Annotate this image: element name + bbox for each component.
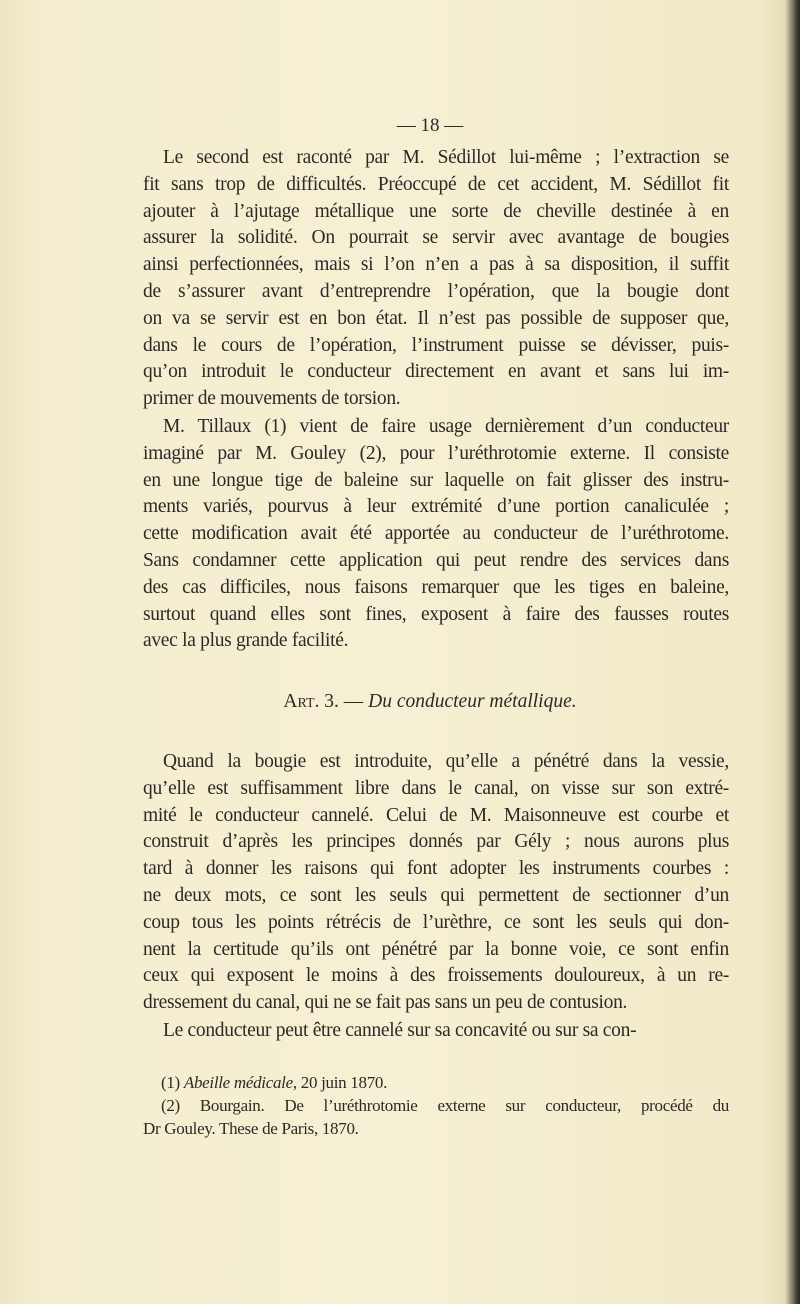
- text-line: imaginé par M. Gouley (2), pour l’uréthrotomie externe. Il consiste: [143, 442, 729, 464]
- text-line: dans le cours de l’opération, l’instrument puisse se dévisser, puis-: [143, 334, 729, 356]
- text-line: dressement du canal, qui ne se fait pas sans un peu de contusion.: [143, 992, 628, 1014]
- paragraph-3: [143, 749, 729, 1017]
- heading-dash: —: [338, 691, 369, 712]
- text-line: primer de mouvements de torsion.: [143, 388, 401, 410]
- footnote-number: (2): [161, 1096, 200, 1115]
- text-line: ainsi perfectionnées, mais si l’on n’en a pas à sa disposition, il suffit: [143, 254, 729, 276]
- text-line: fit sans trop de difficultés. Préoccupé de cet accident, M. Sédillot fit: [143, 173, 729, 195]
- text-line: cette modification avait été apportée au conducteur de l’uréthrotome.: [143, 523, 729, 545]
- text-line: avec la plus grande facilité.: [143, 630, 349, 652]
- text-line: ceux qui exposent le moins à des froissements douloureux, à un re-: [143, 965, 729, 987]
- text-line: des cas difficiles, nous faisons remarquer que les tiges en baleine,: [143, 576, 729, 598]
- text-line: on va se servir est en bon état. Il n’est pas possible de supposer que,: [143, 307, 729, 329]
- page-number: — 18 —: [396, 115, 464, 136]
- footnote-number: (1): [161, 1073, 184, 1092]
- text-line: ajouter à l’ajutage métallique une sorte de cheville destinée à en: [143, 200, 729, 222]
- footnote-text: Bourgain. De l’uréthrotomie externe sur conducteur, procédé du: [199, 1096, 730, 1115]
- text-line: nent la certitude qu’ils ont pénétré par la bonne voie, ce sont enfin: [143, 938, 729, 960]
- text-line: coup tous les points rétrécis de l’urèthre, ce sont les seuls qui don-: [143, 911, 729, 933]
- text-line: construit d’après les principes donnés par Gély ; nous aurons plus: [143, 831, 729, 853]
- text-line: Sans condamner cette application qui peut rendre des services dans: [143, 549, 729, 571]
- text-line: en une longue tige de baleine sur laquelle on fait glisser des instru-: [143, 469, 729, 491]
- text-line: ments variés, pourvus à leur extrémité d’une portion canaliculée ;: [143, 496, 729, 518]
- text-line: de s’assurer avant d’entreprendre l’opération, que la bougie dont: [143, 280, 729, 302]
- footnote-1: [143, 1071, 729, 1094]
- text-line: assurer la solidité. On pourrait se servir avec avantage de bougies: [143, 227, 729, 249]
- footnote-2-continued: [143, 1117, 729, 1140]
- section-heading: [0, 689, 800, 715]
- text-line: mité le conducteur cannelé. Celui de M. Maisonneuve est courbe et: [143, 804, 729, 826]
- text-line: tard à donner les raisons qui font adopter les instruments courbes :: [143, 858, 729, 880]
- paragraph-2: [143, 414, 729, 655]
- text-line: qu’elle est suffisamment libre dans le canal, on visse sur son extré-: [143, 777, 729, 799]
- footnote-text: , 20 juin 1870.: [292, 1073, 388, 1092]
- footnotes: [143, 1071, 729, 1140]
- text-line: M. Tillaux (1) vient de faire usage dernièrement d’un conducteur: [163, 416, 729, 437]
- heading-title: Du conducteur métallique.: [368, 691, 577, 712]
- text-line: surtout quand elles sont fines, exposent à faire des fausses routes: [143, 603, 729, 625]
- text-line: Le conducteur peut être cannelé sur sa concavité ou sur sa con-: [163, 1020, 637, 1041]
- paragraph-4: [143, 1018, 729, 1045]
- heading-article: Art. 3.: [283, 691, 339, 712]
- footnote-source: Abeille médicale: [183, 1073, 293, 1092]
- text-line: qu’on introduit le conducteur directement en avant et sans lui im-: [143, 361, 729, 383]
- footnote-text: Dr Gouley. These de Paris, 1870.: [143, 1119, 359, 1138]
- footnote-2: [143, 1094, 729, 1117]
- paragraph-1: [143, 145, 729, 413]
- text-line: ne deux mots, ce sont les seuls qui permettent de sectionner d’un: [143, 884, 729, 906]
- text-line: Quand la bougie est introduite, qu’elle a pénétré dans la vessie,: [163, 751, 729, 772]
- text-line: Le second est raconté par M. Sédillot lui-même ; l’extraction se: [163, 147, 729, 168]
